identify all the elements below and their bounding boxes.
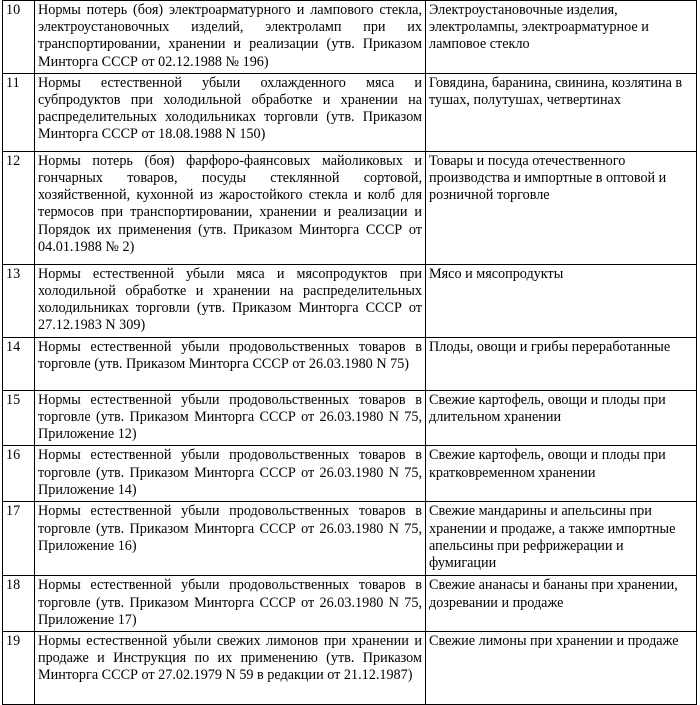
- table-row: [3, 151, 697, 264]
- document-cell: Нормы естественной убыли продовольственных товаров в торговле (утв. Приказом Минторга СССР от 26.03.1980 N 75, Приложение 14): [35, 446, 426, 502]
- table-row: [3, 632, 697, 705]
- table-row: [3, 264, 697, 337]
- table-row: [3, 337, 697, 390]
- document-cell: Нормы потерь (боя) фарфоро-фаянсовых майоликовых и гончарных товаров, посуды стеклянной сортовой, хозяйственной, кухонной из жаростойкого стекла и колб для термосов при транспортировании, хранении и реализации и Порядок их применения (утв. Приказом Минторга СССР от 04.01.1988 № 2): [35, 151, 426, 264]
- row-number: 16: [3, 446, 35, 502]
- document-cell: Нормы естественной убыли мяса и мясопродуктов при холодильной обработке и хранении на распределительных холодильниках торговли (утв. Приказом Минторга СССР от 27.12.1983 N 309): [35, 264, 426, 337]
- row-number: 11: [3, 73, 35, 151]
- row-number: 15: [3, 390, 35, 446]
- document-cell: Нормы естественной убыли свежих лимонов при хранении и продаже и Инструкция по их применению (утв. Приказом Минторга СССР от 27.02.1979 N 59 в редакции от 21.12.1987): [35, 632, 426, 705]
- goods-cell: Плоды, овощи и грибы переработанные: [426, 337, 697, 390]
- goods-cell: Свежие картофель, овощи и плоды при кратковременном хранении: [426, 446, 697, 502]
- table-row: [3, 390, 697, 446]
- table-row: [3, 73, 697, 151]
- goods-cell: Говядина, баранина, свинина, козлятина в тушах, полутушах, четвертинах: [426, 73, 697, 151]
- goods-cell: Электроустановочные изделия, электролампы, электроарматурное и ламповое стекло: [426, 1, 697, 74]
- table-row: [3, 446, 697, 502]
- goods-cell: Свежие лимоны при хранении и продаже: [426, 632, 697, 705]
- table-row: [3, 576, 697, 632]
- document-cell: Нормы естественной убыли продовольственных товаров в торговле (утв. Приказом Минторга СССР от 26.03.1980 N 75, Приложение 12): [35, 390, 426, 446]
- goods-cell: Свежие картофель, овощи и плоды при длительном хранении: [426, 390, 697, 446]
- document-cell: Нормы естественной убыли продовольственных товаров в торговле (утв. Приказом Минторга СССР от 26.03.1980 N 75): [35, 337, 426, 390]
- document-page: [2, 0, 696, 705]
- document-cell: Нормы естественной убыли продовольственных товаров в торговле (утв. Приказом Минторга СССР от 26.03.1980 N 75, Приложение 17): [35, 576, 426, 632]
- row-number: 13: [3, 264, 35, 337]
- row-number: 18: [3, 576, 35, 632]
- row-number: 12: [3, 151, 35, 264]
- row-number: 17: [3, 502, 35, 576]
- document-cell: Нормы естественной убыли охлажденного мяса и субпродуктов при холодильной обработке и хранении на распределительных холодильниках торговли (утв. Приказом Минторга СССР от 18.08.1988 N 150): [35, 73, 426, 151]
- row-number: 19: [3, 632, 35, 705]
- goods-cell: Мясо и мясопродукты: [426, 264, 697, 337]
- document-cell: Нормы потерь (боя) электроарматурного и лампового стекла, электроустановочных изделий, электроламп при их транспортировании, хранении и реализации (утв. Приказом Минторга СССР от 02.12.1988 № 196): [35, 1, 426, 74]
- document-cell: Нормы естественной убыли продовольственных товаров в торговле (утв. Приказом Минторга СССР от 26.03.1980 N 75, Приложение 16): [35, 502, 426, 576]
- row-number: 14: [3, 337, 35, 390]
- norms-table: [2, 0, 697, 705]
- goods-cell: Свежие мандарины и апельсины при хранении и продаже, а также импортные апельсины при рефрижерации и фумигации: [426, 502, 697, 576]
- table-row: [3, 1, 697, 74]
- goods-cell: Свежие ананасы и бананы при хранении, дозревании и продаже: [426, 576, 697, 632]
- table-row: [3, 502, 697, 576]
- row-number: 10: [3, 1, 35, 74]
- goods-cell: Товары и посуда отечественного производства и импортные в оптовой и розничной торговле: [426, 151, 697, 264]
